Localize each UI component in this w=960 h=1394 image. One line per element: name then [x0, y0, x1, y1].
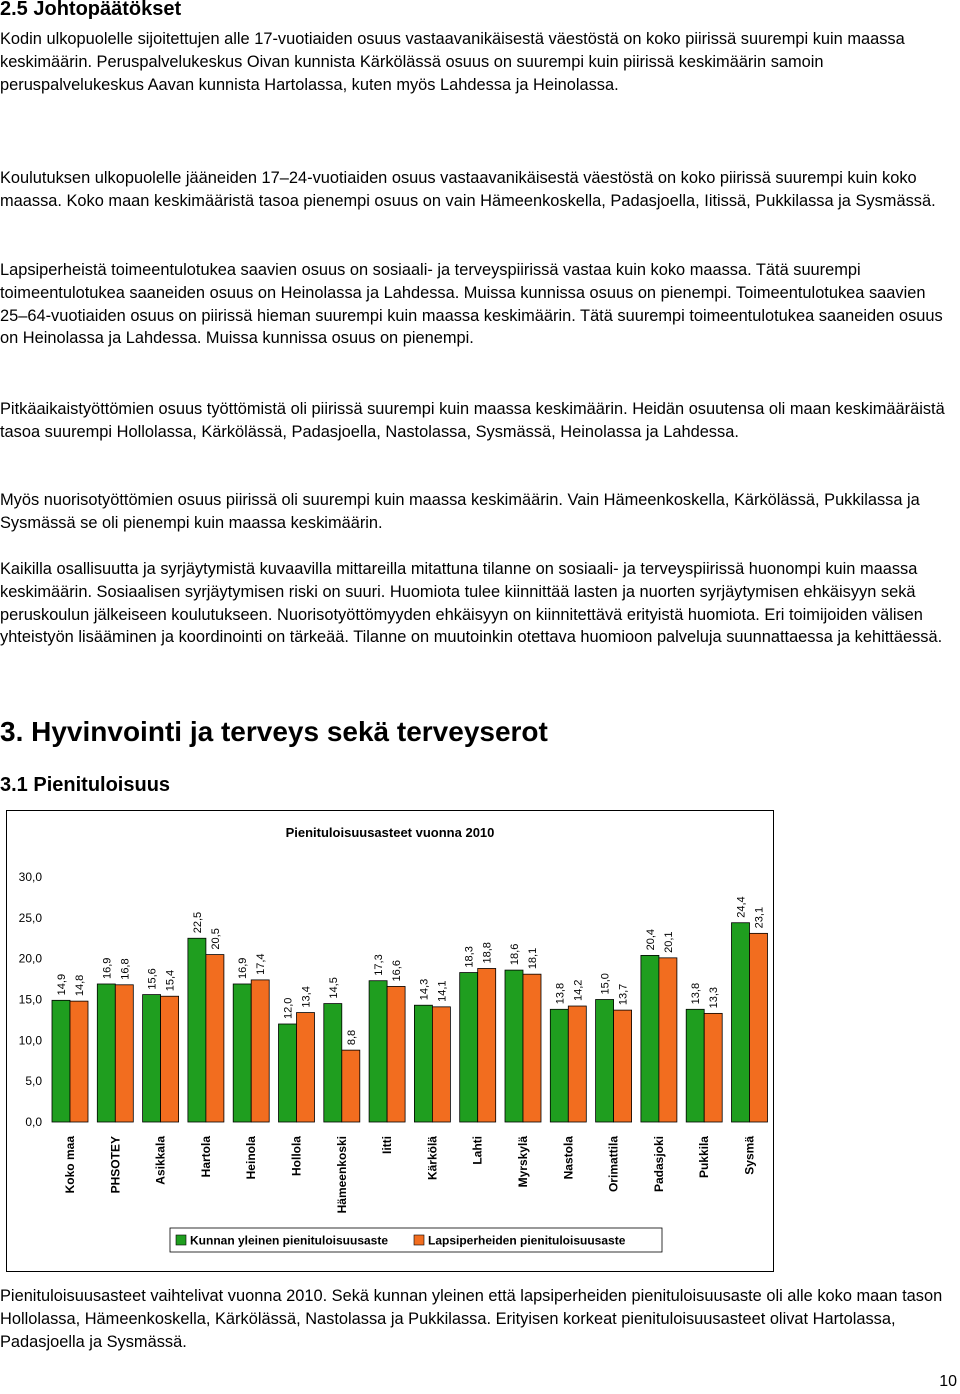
data-label: 18,1 [527, 947, 539, 970]
data-label: 18,6 [509, 943, 521, 966]
y-tick-label: 30,0 [18, 870, 42, 884]
bar [550, 1009, 568, 1122]
x-tick-label: Hämeenkoski [334, 1136, 349, 1214]
bar [596, 1000, 614, 1123]
x-tick-label: Kärkölä [425, 1136, 440, 1181]
data-label: 24,4 [735, 896, 748, 918]
x-tick-label: Nastola [561, 1136, 576, 1180]
bar [279, 1024, 297, 1122]
chart-title: Pienituloisuusasteet vuonna 2010 [285, 825, 495, 840]
bar [70, 1001, 88, 1122]
legend-swatch [414, 1235, 424, 1245]
bar [523, 974, 541, 1122]
bar [659, 958, 677, 1122]
data-label: 14,8 [74, 974, 86, 997]
paragraph-4: Pitkäaikaistyöttömien osuus työttömistä oli piirissä suurempi kuin maassa keskimäärin. Heidän osuutensa oli maan keskimääräistä tasoa suurempi Hollolassa, Kärkölässä, Padasjoella, Nastolassa, Sysmässä, Heinolassa ja Lahdessa. [0, 400, 945, 441]
x-tick-label: Asikkala [153, 1136, 168, 1185]
closing-paragraph: Pienituloisuusasteet vaihtelivat vuonna 2010. Sekä kunnan yleinen että lapsiperheiden pienituloisuusaste oli alle koko maan tason Hollolassa, Hämeenkoskella, Kärkölässä, Nastolassa ja Pukkilassa. Erityisen korkeat pienituloisuusasteet olivat Hartolassa, Padasjoella ja Sysmässä. [0, 1287, 943, 1351]
bar [686, 1009, 704, 1122]
bar [750, 933, 768, 1122]
y-tick-label: 25,0 [18, 910, 42, 925]
bar [505, 970, 523, 1122]
paragraph-3: Lapsiperheistä toimeentulotukea saavien osuus on sosiaali- ja terveyspiirissä vastaa kuin koko maassa. Tätä suurempi toimeentulotukea saaneiden osuus on Heinolassa ja Lahdessa. Muissa kunnissa osuus on pienempi. Toimeentulotukea saavien 25–64-vuotiaiden osuus on piirissä hieman suurempi kuin maassa keskimäärin. Tätä suurempi toimeentulotukea saaneiden osuus on Heinolassa ja Lahdessa. Muissa kunnissa osuus on pienempi. [0, 261, 943, 348]
data-label: 18,3 [463, 946, 476, 968]
x-tick-label: Hartola [198, 1136, 213, 1178]
section-heading: 2.5 Johtopäätökset [0, 0, 182, 20]
main-heading: 3. Hyvinvointi ja terveys sekä terveyserot [0, 716, 548, 747]
legend [170, 1228, 662, 1252]
bar [52, 1000, 70, 1122]
y-tick-label: 10,0 [18, 1033, 42, 1048]
x-tick-label: Sysmä [742, 1136, 757, 1175]
data-label: 13,4 [300, 986, 313, 1008]
data-label: 16,9 [237, 957, 250, 979]
bar [324, 1004, 342, 1122]
paragraph-5: Myös nuorisotyöttömien osuus piirissä oli suurempi kuin maassa keskimäärin. Vain Hämeenkoskella, Kärkölässä, Pukkilassa ja Sysmässä se oli pienempi kuin maassa keskimäärin. [0, 491, 920, 532]
data-label: 17,4 [255, 953, 268, 975]
data-label: 14,2 [572, 979, 585, 1002]
bar [143, 995, 161, 1122]
x-tick-label: Hollola [289, 1136, 304, 1177]
bar [432, 1007, 450, 1122]
bar [387, 986, 405, 1122]
x-tick-label: Koko maa [63, 1136, 77, 1194]
bar [115, 985, 133, 1122]
data-label: 15,4 [164, 969, 177, 992]
page-number: 10 [939, 1373, 957, 1390]
bar [161, 996, 179, 1122]
data-label: 13,8 [690, 982, 703, 1005]
data-label: 14,3 [418, 978, 431, 1001]
x-tick-label: Iitti [380, 1136, 395, 1154]
data-label: 13,7 [617, 983, 630, 1006]
data-label: 20,5 [209, 928, 222, 950]
legend-label: Kunnan yleinen pienituloisuusaste [190, 1233, 389, 1248]
data-label: 15,0 [599, 973, 612, 995]
data-label: 13,8 [554, 982, 567, 1005]
x-tick-label: Myrskylä [516, 1136, 530, 1188]
data-label: 12,0 [282, 997, 295, 1019]
bar [732, 923, 750, 1122]
x-tick-label: Lahti [470, 1136, 485, 1165]
legend-swatch [176, 1235, 186, 1245]
data-label: 16,6 [391, 960, 404, 982]
bar [641, 955, 659, 1122]
bar [297, 1013, 315, 1122]
data-label: 14,1 [436, 980, 449, 1002]
bar [478, 968, 496, 1122]
bar [233, 984, 251, 1122]
bar [414, 1005, 432, 1122]
data-label: 14,9 [56, 973, 68, 996]
data-label: 8,8 [345, 1029, 358, 1046]
bar [251, 980, 269, 1122]
bar [342, 1050, 360, 1122]
y-tick-label: 0,0 [25, 1115, 42, 1129]
y-tick-label: 15,0 [18, 992, 42, 1007]
low-income-bar-chart [6, 810, 774, 1272]
x-tick-label: Pukkila [697, 1136, 712, 1179]
legend-label: Lapsiperheiden pienituloisuusaste [428, 1233, 626, 1248]
bar [460, 973, 478, 1122]
bar [568, 1006, 586, 1122]
data-label: 18,8 [481, 942, 494, 964]
bar [206, 955, 224, 1122]
data-label: 23,1 [753, 906, 766, 929]
paragraph-2: Koulutuksen ulkopuolelle jääneiden 17–24-vuotiaiden osuus vastaavanikäisestä väestöstä on koko piirissä suurempi kuin koko maassa. Koko maan keskimääristä tasoa pienempi osuus on vain Hämeenkoskella, Padasjoella, Iitissä, Pukkilassa ja Sysmässä. [0, 169, 936, 210]
chart-container [6, 810, 774, 1272]
x-tick-label: Padasjoki [651, 1136, 666, 1193]
y-tick-label: 5,0 [25, 1074, 42, 1089]
data-label: 16,9 [101, 957, 114, 979]
data-label: 13,3 [708, 986, 721, 1009]
y-tick-label: 20,0 [18, 951, 42, 966]
data-label: 20,4 [644, 928, 657, 951]
sub-heading: 3.1 Pienituloisuus [0, 774, 171, 796]
bar [369, 981, 387, 1122]
data-label: 15,6 [146, 968, 159, 990]
data-label: 16,8 [119, 958, 132, 980]
data-label: 22,5 [191, 911, 204, 934]
bar [97, 984, 115, 1122]
data-label: 17,3 [373, 954, 386, 976]
bar [614, 1010, 632, 1122]
x-tick-label: PHSOTEY [108, 1136, 123, 1194]
bar [704, 1013, 722, 1122]
data-label: 20,1 [662, 931, 675, 953]
x-tick-label: Orimattila [606, 1136, 621, 1193]
x-tick-label: Heinola [244, 1136, 259, 1180]
paragraph-6: Kaikilla osallisuutta ja syrjäytymistä kuvaavilla mittareilla mitattuna tilanne on sosiaali- ja terveyspiirissä huonompi kuin maassa keskimäärin. Sosiaalisen syrjäytymisen riski on suuri. Huomiota tulee kiinnittää lasten ja nuorten syrjäytymisen ehkäisyyn sekä peruskoulun jälkeiseen koulutukseen. Nuorisotyöttömyyden ehkäisyyn on kiinnitettävä erityistä huomiota. Eri toimijoiden välisen yhteistyön lisääminen ja koordinointi on tärkeää. Tilanne on muutoinkin otettava huomioon palveluja suunnattaessa ja kehittäessä. [0, 560, 943, 647]
bar [188, 938, 206, 1122]
data-label: 14,5 [327, 977, 340, 999]
paragraph-1: Kodin ulkopuolelle sijoitettujen alle 17-vuotiaiden osuus vastaavanikäisestä väestöstä on koko piirissä suurempi kuin maassa keskimäärin. Peruspalvelukeskus Oivan kunnista Kärkölässä osuus on suurempi kuin piirissä keskimäärin samoin peruspalvelukeskus Aavan kunnista Hartolassa, kuten myös Lahdessa ja Heinolassa. [0, 30, 905, 94]
